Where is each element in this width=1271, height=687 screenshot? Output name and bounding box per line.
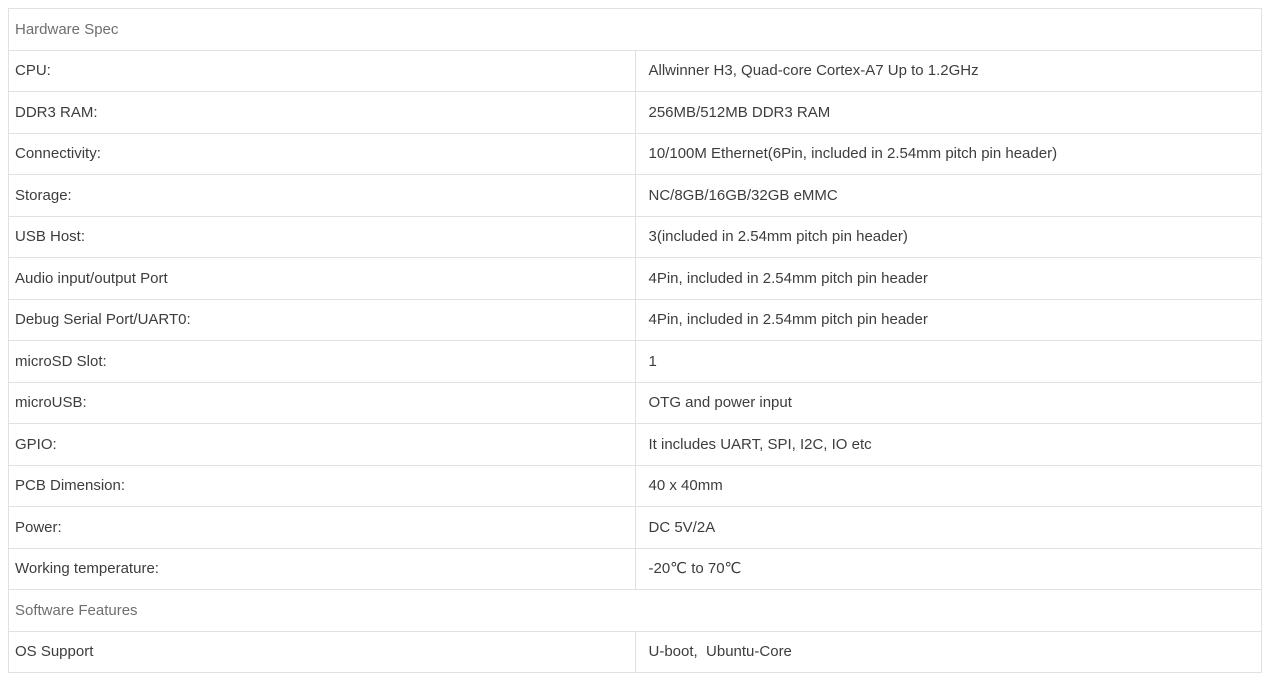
spec-label: microSD Slot: (9, 341, 636, 383)
spec-label: OS Support (9, 631, 636, 673)
spec-value: 10/100M Ethernet(6Pin, included in 2.54mm pitch pin header) (635, 133, 1262, 175)
spec-label: GPIO: (9, 424, 636, 466)
spec-row (9, 299, 1262, 341)
spec-row (9, 341, 1262, 383)
spec-row (9, 216, 1262, 258)
spec-value: DC 5V/2A (635, 507, 1262, 549)
spec-table-container (8, 8, 1262, 673)
spec-value: U-boot, Ubuntu-Core (635, 631, 1262, 673)
spec-row (9, 382, 1262, 424)
spec-value: 256MB/512MB DDR3 RAM (635, 92, 1262, 134)
spec-value: 40 x 40mm (635, 465, 1262, 507)
spec-value: 3(included in 2.54mm pitch pin header) (635, 216, 1262, 258)
spec-label: DDR3 RAM: (9, 92, 636, 134)
spec-label: microUSB: (9, 382, 636, 424)
spec-value: Allwinner H3, Quad-core Cortex-A7 Up to 1.2GHz (635, 50, 1262, 92)
section-title: Hardware Spec (9, 9, 1262, 51)
spec-row (9, 424, 1262, 466)
spec-value: It includes UART, SPI, I2C, IO etc (635, 424, 1262, 466)
spec-row (9, 258, 1262, 300)
spec-row (9, 548, 1262, 590)
spec-label: Audio input/output Port (9, 258, 636, 300)
spec-row (9, 175, 1262, 217)
spec-label: PCB Dimension: (9, 465, 636, 507)
spec-value: 1 (635, 341, 1262, 383)
spec-row (9, 133, 1262, 175)
spec-value: 4Pin, included in 2.54mm pitch pin header (635, 258, 1262, 300)
spec-value: NC/8GB/16GB/32GB eMMC (635, 175, 1262, 217)
spec-label: Connectivity: (9, 133, 636, 175)
spec-value: 4Pin, included in 2.54mm pitch pin header (635, 299, 1262, 341)
spec-row (9, 465, 1262, 507)
spec-label: Working temperature: (9, 548, 636, 590)
spec-table-body (9, 9, 1262, 673)
spec-label: Power: (9, 507, 636, 549)
spec-value: -20℃ to 70℃ (635, 548, 1262, 590)
spec-label: CPU: (9, 50, 636, 92)
spec-row (9, 631, 1262, 673)
spec-label: Debug Serial Port/UART0: (9, 299, 636, 341)
section-header-row (9, 590, 1262, 632)
section-title: Software Features (9, 590, 1262, 632)
spec-label: USB Host: (9, 216, 636, 258)
spec-row (9, 507, 1262, 549)
spec-table (8, 8, 1262, 673)
spec-row (9, 50, 1262, 92)
spec-value: OTG and power input (635, 382, 1262, 424)
spec-row (9, 92, 1262, 134)
section-header-row (9, 9, 1262, 51)
spec-label: Storage: (9, 175, 636, 217)
